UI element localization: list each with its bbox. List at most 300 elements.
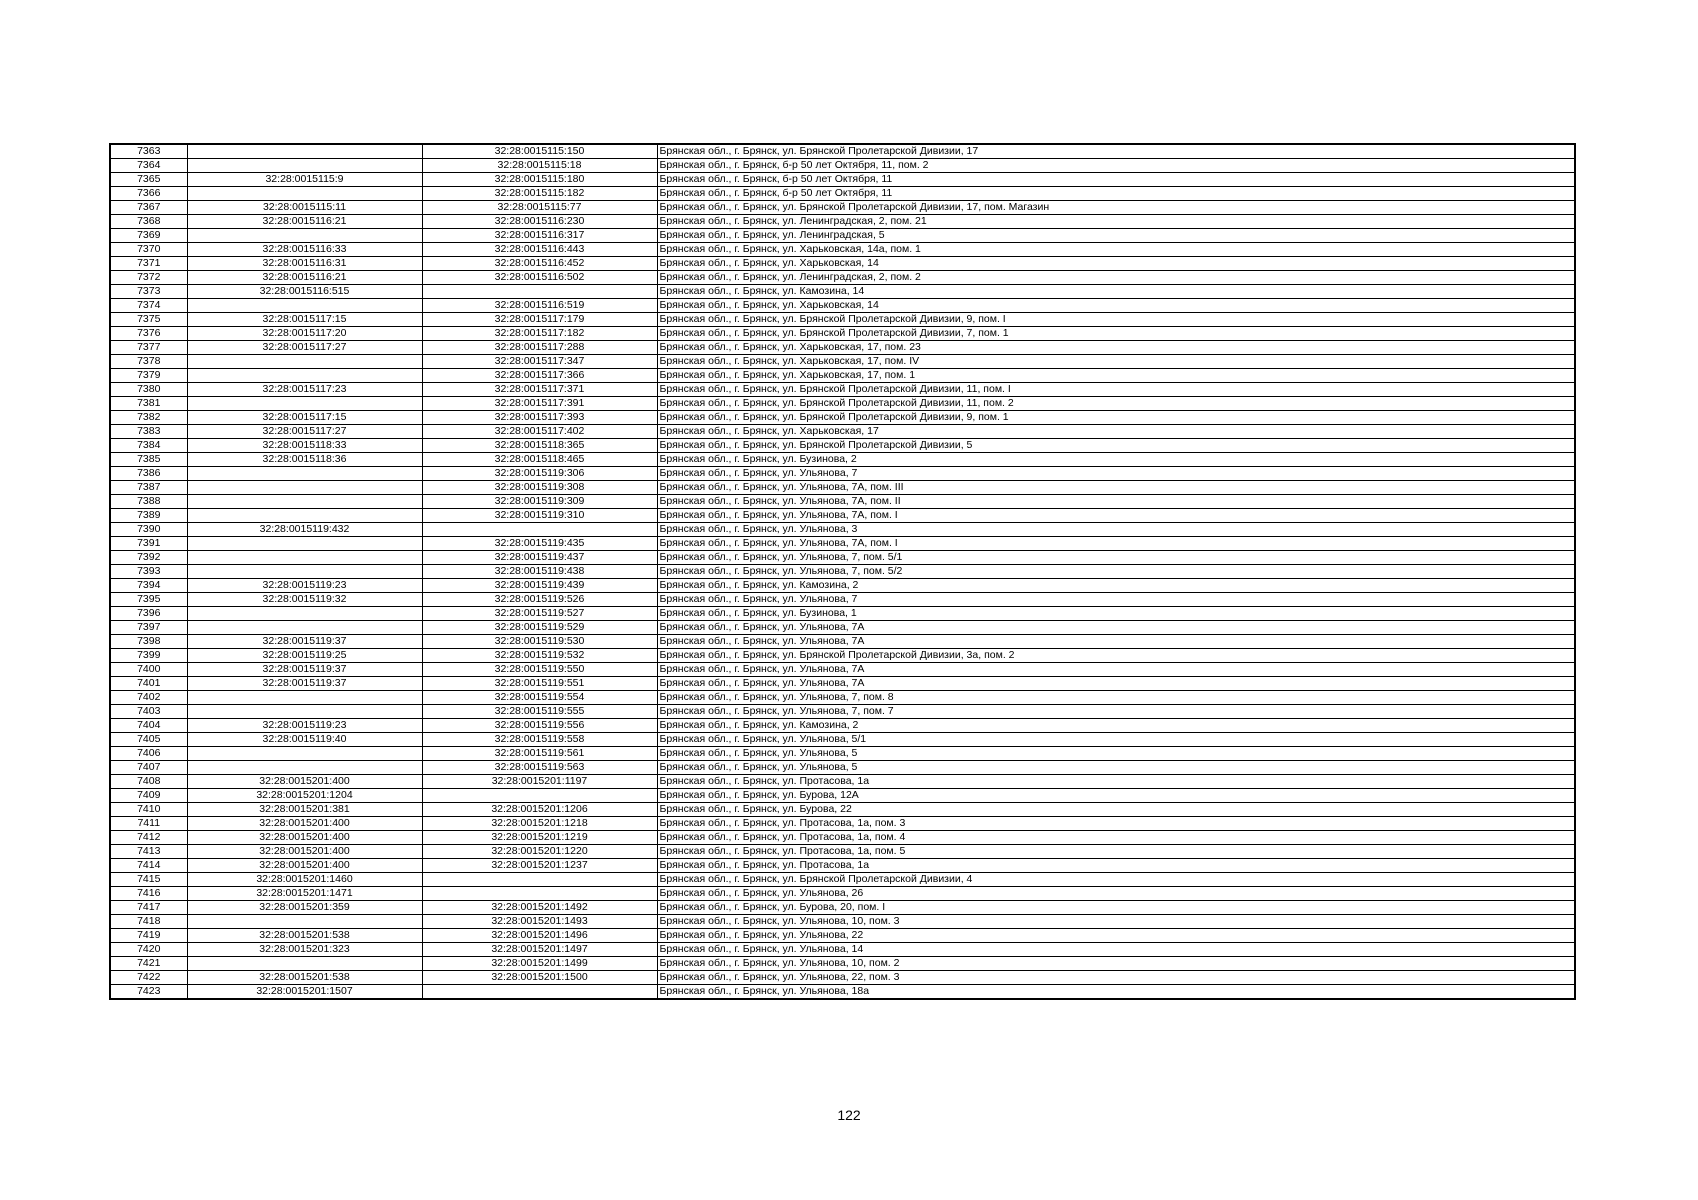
page-number: 122 (837, 1107, 861, 1123)
object-number-cell: 32:28:0015119:558 (422, 733, 657, 747)
address-cell: Брянская обл., г. Брянск, ул. Ульянова, 3 (657, 523, 1575, 537)
parcel-number-cell (187, 144, 422, 159)
parcel-number-cell (187, 187, 422, 201)
object-number-cell (422, 887, 657, 901)
object-number-cell: 32:28:0015119:563 (422, 761, 657, 775)
row-number-cell: 7403 (110, 705, 187, 719)
parcel-number-cell (187, 467, 422, 481)
address-cell: Брянская обл., г. Брянск, ул. Ульянова, 22 (657, 929, 1575, 943)
address-cell: Брянская обл., г. Брянск, ул. Харьковская, 14а, пом. 1 (657, 243, 1575, 257)
parcel-number-cell: 32:28:0015201:400 (187, 845, 422, 859)
table-row (110, 775, 1575, 789)
parcel-number-cell: 32:28:0015115:11 (187, 201, 422, 215)
object-number-cell: 32:28:0015119:551 (422, 677, 657, 691)
parcel-number-cell: 32:28:0015201:1507 (187, 985, 422, 1000)
object-number-cell: 32:28:0015119:306 (422, 467, 657, 481)
row-number-cell: 7381 (110, 397, 187, 411)
object-number-cell: 32:28:0015116:230 (422, 215, 657, 229)
row-number-cell: 7399 (110, 649, 187, 663)
table-row (110, 565, 1575, 579)
object-number-cell: 32:28:0015118:365 (422, 439, 657, 453)
row-number-cell: 7370 (110, 243, 187, 257)
table-row (110, 467, 1575, 481)
object-number-cell: 32:28:0015119:309 (422, 495, 657, 509)
row-number-cell: 7379 (110, 369, 187, 383)
row-number-cell: 7376 (110, 327, 187, 341)
object-number-cell: 32:28:0015201:1218 (422, 817, 657, 831)
address-cell: Брянская обл., г. Брянск, б-р 50 лет Октября, 11 (657, 187, 1575, 201)
table-row (110, 831, 1575, 845)
row-number-cell: 7410 (110, 803, 187, 817)
row-number-cell: 7402 (110, 691, 187, 705)
table-row (110, 649, 1575, 663)
parcel-number-cell: 32:28:0015116:31 (187, 257, 422, 271)
row-number-cell: 7386 (110, 467, 187, 481)
row-number-cell: 7400 (110, 663, 187, 677)
object-number-cell: 32:28:0015119:550 (422, 663, 657, 677)
address-cell: Брянская обл., г. Брянск, ул. Бузинова, 1 (657, 607, 1575, 621)
table-row (110, 187, 1575, 201)
row-number-cell: 7416 (110, 887, 187, 901)
address-cell: Брянская обл., г. Брянск, ул. Брянской Пролетарской Дивизии, 9, пом. 1 (657, 411, 1575, 425)
row-number-cell: 7372 (110, 271, 187, 285)
table-row (110, 803, 1575, 817)
parcel-number-cell: 32:28:0015117:15 (187, 411, 422, 425)
parcel-number-cell (187, 537, 422, 551)
parcel-number-cell: 32:28:0015119:37 (187, 663, 422, 677)
table-row (110, 509, 1575, 523)
parcel-number-cell: 32:28:0015117:27 (187, 341, 422, 355)
address-cell: Брянская обл., г. Брянск, ул. Харьковская, 14 (657, 257, 1575, 271)
object-number-cell: 32:28:0015115:150 (422, 144, 657, 159)
row-number-cell: 7394 (110, 579, 187, 593)
object-number-cell: 32:28:0015116:443 (422, 243, 657, 257)
table-row (110, 173, 1575, 187)
row-number-cell: 7364 (110, 159, 187, 173)
parcel-number-cell (187, 495, 422, 509)
address-cell: Брянская обл., г. Брянск, ул. Ленинградская, 2, пом. 2 (657, 271, 1575, 285)
table-row (110, 733, 1575, 747)
parcel-number-cell: 32:28:0015201:381 (187, 803, 422, 817)
parcel-number-cell: 32:28:0015201:400 (187, 775, 422, 789)
address-cell: Брянская обл., г. Брянск, ул. Харьковская, 17, пом. 1 (657, 369, 1575, 383)
table-row (110, 985, 1575, 1000)
object-number-cell: 32:28:0015119:532 (422, 649, 657, 663)
object-number-cell: 32:28:0015201:1206 (422, 803, 657, 817)
table-row (110, 747, 1575, 761)
table-row (110, 257, 1575, 271)
table-row (110, 971, 1575, 985)
object-number-cell: 32:28:0015201:1496 (422, 929, 657, 943)
address-cell: Брянская обл., г. Брянск, ул. Брянской Пролетарской Дивизии, 17, пом. Магазин (657, 201, 1575, 215)
parcel-number-cell: 32:28:0015119:32 (187, 593, 422, 607)
address-cell: Брянская обл., г. Брянск, ул. Ульянова, 7А, пом. I (657, 509, 1575, 523)
row-number-cell: 7411 (110, 817, 187, 831)
row-number-cell: 7401 (110, 677, 187, 691)
table-row (110, 271, 1575, 285)
table-row (110, 551, 1575, 565)
table-row (110, 873, 1575, 887)
row-number-cell: 7363 (110, 144, 187, 159)
object-number-cell: 32:28:0015117:347 (422, 355, 657, 369)
address-cell: Брянская обл., г. Брянск, ул. Ульянова, 18а (657, 985, 1575, 1000)
parcel-number-cell: 32:28:0015119:37 (187, 677, 422, 691)
parcel-number-cell (187, 159, 422, 173)
row-number-cell: 7408 (110, 775, 187, 789)
row-number-cell: 7395 (110, 593, 187, 607)
table-row (110, 313, 1575, 327)
address-cell: Брянская обл., г. Брянск, ул. Ульянова, 5/1 (657, 733, 1575, 747)
object-number-cell: 32:28:0015117:402 (422, 425, 657, 439)
parcel-number-cell (187, 509, 422, 523)
table-row (110, 355, 1575, 369)
object-number-cell: 32:28:0015201:1220 (422, 845, 657, 859)
table-row (110, 327, 1575, 341)
parcel-number-cell: 32:28:0015119:40 (187, 733, 422, 747)
object-number-cell: 32:28:0015116:519 (422, 299, 657, 313)
object-number-cell: 32:28:0015117:391 (422, 397, 657, 411)
parcel-number-cell (187, 551, 422, 565)
address-cell: Брянская обл., г. Брянск, ул. Ульянова, 7А (657, 635, 1575, 649)
object-number-cell: 32:28:0015201:1237 (422, 859, 657, 873)
object-number-cell: 32:28:0015119:556 (422, 719, 657, 733)
parcel-number-cell (187, 621, 422, 635)
object-number-cell: 32:28:0015119:526 (422, 593, 657, 607)
address-cell: Брянская обл., г. Брянск, ул. Протасова, 1а (657, 859, 1575, 873)
row-number-cell: 7413 (110, 845, 187, 859)
row-number-cell: 7390 (110, 523, 187, 537)
address-cell: Брянская обл., г. Брянск, ул. Ульянова, 7 (657, 467, 1575, 481)
row-number-cell: 7369 (110, 229, 187, 243)
object-number-cell: 32:28:0015116:502 (422, 271, 657, 285)
row-number-cell: 7378 (110, 355, 187, 369)
object-number-cell: 32:28:0015119:527 (422, 607, 657, 621)
parcel-number-cell: 32:28:0015201:359 (187, 901, 422, 915)
parcel-number-cell: 32:28:0015201:538 (187, 971, 422, 985)
table-row (110, 663, 1575, 677)
parcel-number-cell (187, 761, 422, 775)
parcel-number-cell: 32:28:0015201:323 (187, 943, 422, 957)
address-cell: Брянская обл., г. Брянск, ул. Ульянова, 22, пом. 3 (657, 971, 1575, 985)
parcel-number-cell (187, 229, 422, 243)
parcel-number-cell (187, 705, 422, 719)
address-cell: Брянская обл., г. Брянск, ул. Бурова, 12А (657, 789, 1575, 803)
row-number-cell: 7420 (110, 943, 187, 957)
row-number-cell: 7368 (110, 215, 187, 229)
address-cell: Брянская обл., г. Брянск, ул. Брянской Пролетарской Дивизии, 9, пом. I (657, 313, 1575, 327)
parcel-number-cell: 32:28:0015117:23 (187, 383, 422, 397)
row-number-cell: 7389 (110, 509, 187, 523)
row-number-cell: 7393 (110, 565, 187, 579)
address-cell: Брянская обл., г. Брянск, ул. Ульянова, 7А, пом. III (657, 481, 1575, 495)
row-number-cell: 7385 (110, 453, 187, 467)
object-number-cell: 32:28:0015117:371 (422, 383, 657, 397)
address-cell: Брянская обл., г. Брянск, ул. Харьковская, 14 (657, 299, 1575, 313)
parcel-number-cell: 32:28:0015201:400 (187, 859, 422, 873)
row-number-cell: 7406 (110, 747, 187, 761)
table-body (110, 144, 1575, 999)
table-row (110, 383, 1575, 397)
parcel-number-cell: 32:28:0015119:37 (187, 635, 422, 649)
object-number-cell: 32:28:0015119:437 (422, 551, 657, 565)
table-row (110, 229, 1575, 243)
parcel-number-cell (187, 607, 422, 621)
parcel-number-cell: 32:28:0015116:33 (187, 243, 422, 257)
table-row (110, 523, 1575, 537)
address-cell: Брянская обл., г. Брянск, ул. Брянской Пролетарской Дивизии, 5 (657, 439, 1575, 453)
address-cell: Брянская обл., г. Брянск, ул. Ульянова, 10, пом. 2 (657, 957, 1575, 971)
parcel-number-cell (187, 397, 422, 411)
table-row (110, 691, 1575, 705)
address-cell: Брянская обл., г. Брянск, ул. Ленинградская, 5 (657, 229, 1575, 243)
object-number-cell: 32:28:0015119:439 (422, 579, 657, 593)
row-number-cell: 7387 (110, 481, 187, 495)
table-row (110, 789, 1575, 803)
address-cell: Брянская обл., г. Брянск, ул. Ульянова, 7 (657, 593, 1575, 607)
row-number-cell: 7365 (110, 173, 187, 187)
address-cell: Брянская обл., г. Брянск, ул. Бузинова, 2 (657, 453, 1575, 467)
parcel-number-cell: 32:28:0015119:432 (187, 523, 422, 537)
row-number-cell: 7396 (110, 607, 187, 621)
object-number-cell: 32:28:0015119:555 (422, 705, 657, 719)
address-cell: Брянская обл., г. Брянск, ул. Ульянова, 7А, пом. II (657, 495, 1575, 509)
parcel-number-cell: 32:28:0015117:27 (187, 425, 422, 439)
parcel-number-cell: 32:28:0015119:23 (187, 719, 422, 733)
parcel-number-cell (187, 565, 422, 579)
row-number-cell: 7367 (110, 201, 187, 215)
parcel-number-cell: 32:28:0015116:21 (187, 271, 422, 285)
object-number-cell: 32:28:0015201:1197 (422, 775, 657, 789)
parcel-number-cell: 32:28:0015118:36 (187, 453, 422, 467)
parcel-number-cell (187, 915, 422, 929)
row-number-cell: 7414 (110, 859, 187, 873)
parcel-number-cell: 32:28:0015201:1460 (187, 873, 422, 887)
table-row (110, 761, 1575, 775)
row-number-cell: 7375 (110, 313, 187, 327)
address-cell: Брянская обл., г. Брянск, ул. Ульянова, 7, пом. 7 (657, 705, 1575, 719)
object-number-cell: 32:28:0015117:182 (422, 327, 657, 341)
object-number-cell: 32:28:0015117:179 (422, 313, 657, 327)
parcel-number-cell: 32:28:0015201:1204 (187, 789, 422, 803)
table-row (110, 369, 1575, 383)
row-number-cell: 7388 (110, 495, 187, 509)
row-number-cell: 7415 (110, 873, 187, 887)
address-cell: Брянская обл., г. Брянск, ул. Ульянова, 7А, пом. I (657, 537, 1575, 551)
address-cell: Брянская обл., г. Брянск, ул. Брянской Пролетарской Дивизии, 3а, пом. 2 (657, 649, 1575, 663)
address-cell: Брянская обл., г. Брянск, ул. Ульянова, 7, пом. 5/1 (657, 551, 1575, 565)
parcel-number-cell: 32:28:0015201:1471 (187, 887, 422, 901)
parcel-number-cell (187, 369, 422, 383)
address-cell: Брянская обл., г. Брянск, ул. Харьковская, 17, пом. IV (657, 355, 1575, 369)
parcel-number-cell (187, 691, 422, 705)
row-number-cell: 7380 (110, 383, 187, 397)
table-row (110, 929, 1575, 943)
address-cell: Брянская обл., г. Брянск, ул. Протасова, 1а, пом. 5 (657, 845, 1575, 859)
table-row (110, 397, 1575, 411)
table-row (110, 943, 1575, 957)
table-row (110, 411, 1575, 425)
table-row (110, 159, 1575, 173)
object-number-cell: 32:28:0015115:182 (422, 187, 657, 201)
object-number-cell: 32:28:0015201:1497 (422, 943, 657, 957)
object-number-cell: 32:28:0015119:435 (422, 537, 657, 551)
parcel-number-cell (187, 747, 422, 761)
address-cell: Брянская обл., г. Брянск, ул. Ульянова, 7, пом. 8 (657, 691, 1575, 705)
address-cell: Брянская обл., г. Брянск, ул. Брянской Пролетарской Дивизии, 7, пом. 1 (657, 327, 1575, 341)
parcel-number-cell: 32:28:0015119:25 (187, 649, 422, 663)
address-cell: Брянская обл., г. Брянск, ул. Ульянова, 7А (657, 621, 1575, 635)
table-row (110, 845, 1575, 859)
object-number-cell: 32:28:0015119:530 (422, 635, 657, 649)
address-cell: Брянская обл., г. Брянск, ул. Протасова, 1а, пом. 4 (657, 831, 1575, 845)
address-cell: Брянская обл., г. Брянск, б-р 50 лет Октября, 11, пом. 2 (657, 159, 1575, 173)
address-cell: Брянская обл., г. Брянск, ул. Брянской Пролетарской Дивизии, 4 (657, 873, 1575, 887)
address-cell: Брянская обл., г. Брянск, ул. Протасова, 1а (657, 775, 1575, 789)
table-row (110, 144, 1575, 159)
object-number-cell (422, 523, 657, 537)
address-cell: Брянская обл., г. Брянск, ул. Ульянова, 7А (657, 677, 1575, 691)
table-row (110, 453, 1575, 467)
object-number-cell: 32:28:0015116:317 (422, 229, 657, 243)
row-number-cell: 7407 (110, 761, 187, 775)
table-row (110, 915, 1575, 929)
parcel-number-cell: 32:28:0015117:15 (187, 313, 422, 327)
row-number-cell: 7417 (110, 901, 187, 915)
object-number-cell (422, 985, 657, 1000)
object-number-cell: 32:28:0015119:438 (422, 565, 657, 579)
object-number-cell: 32:28:0015115:77 (422, 201, 657, 215)
table-row (110, 299, 1575, 313)
table-row (110, 579, 1575, 593)
parcel-number-cell: 32:28:0015119:23 (187, 579, 422, 593)
parcel-number-cell (187, 481, 422, 495)
table-row (110, 887, 1575, 901)
row-number-cell: 7392 (110, 551, 187, 565)
parcel-number-cell (187, 957, 422, 971)
address-cell: Брянская обл., г. Брянск, ул. Протасова, 1а, пом. 3 (657, 817, 1575, 831)
table-row (110, 243, 1575, 257)
address-cell: Брянская обл., г. Брянск, ул. Харьковская, 17 (657, 425, 1575, 439)
table-row (110, 425, 1575, 439)
object-number-cell (422, 789, 657, 803)
row-number-cell: 7391 (110, 537, 187, 551)
address-cell: Брянская обл., г. Брянск, ул. Брянской Пролетарской Дивизии, 11, пом. 2 (657, 397, 1575, 411)
address-cell: Брянская обл., г. Брянск, ул. Брянской Пролетарской Дивизии, 17 (657, 144, 1575, 159)
parcel-number-cell: 32:28:0015117:20 (187, 327, 422, 341)
address-cell: Брянская обл., г. Брянск, ул. Ульянова, 5 (657, 761, 1575, 775)
object-number-cell: 32:28:0015115:180 (422, 173, 657, 187)
parcel-number-cell: 32:28:0015115:9 (187, 173, 422, 187)
table-row (110, 285, 1575, 299)
table-row (110, 677, 1575, 691)
row-number-cell: 7374 (110, 299, 187, 313)
row-number-cell: 7423 (110, 985, 187, 1000)
object-number-cell: 32:28:0015115:18 (422, 159, 657, 173)
address-cell: Брянская обл., г. Брянск, ул. Ульянова, 7, пом. 5/2 (657, 565, 1575, 579)
row-number-cell: 7421 (110, 957, 187, 971)
address-cell: Брянская обл., г. Брянск, ул. Бурова, 20, пом. I (657, 901, 1575, 915)
address-cell: Брянская обл., г. Брянск, ул. Брянской Пролетарской Дивизии, 11, пом. I (657, 383, 1575, 397)
address-cell: Брянская обл., г. Брянск, ул. Ульянова, 10, пом. 3 (657, 915, 1575, 929)
object-number-cell: 32:28:0015201:1499 (422, 957, 657, 971)
row-number-cell: 7422 (110, 971, 187, 985)
parcel-number-cell: 32:28:0015201:400 (187, 817, 422, 831)
object-number-cell: 32:28:0015119:529 (422, 621, 657, 635)
table-row (110, 901, 1575, 915)
parcel-number-cell (187, 299, 422, 313)
row-number-cell: 7418 (110, 915, 187, 929)
parcel-number-cell: 32:28:0015201:538 (187, 929, 422, 943)
row-number-cell: 7383 (110, 425, 187, 439)
object-number-cell: 32:28:0015119:554 (422, 691, 657, 705)
row-number-cell: 7409 (110, 789, 187, 803)
row-number-cell: 7373 (110, 285, 187, 299)
row-number-cell: 7398 (110, 635, 187, 649)
row-number-cell: 7377 (110, 341, 187, 355)
object-number-cell: 32:28:0015119:561 (422, 747, 657, 761)
object-number-cell: 32:28:0015119:308 (422, 481, 657, 495)
row-number-cell: 7397 (110, 621, 187, 635)
address-cell: Брянская обл., г. Брянск, ул. Ульянова, 14 (657, 943, 1575, 957)
table-row (110, 439, 1575, 453)
table-row (110, 607, 1575, 621)
address-cell: Брянская обл., г. Брянск, ул. Ленинградская, 2, пом. 21 (657, 215, 1575, 229)
object-number-cell: 32:28:0015117:393 (422, 411, 657, 425)
table-row (110, 859, 1575, 873)
address-cell: Брянская обл., г. Брянск, ул. Камозина, 2 (657, 579, 1575, 593)
object-number-cell: 32:28:0015117:366 (422, 369, 657, 383)
row-number-cell: 7384 (110, 439, 187, 453)
table-row (110, 341, 1575, 355)
table-row (110, 957, 1575, 971)
address-cell: Брянская обл., г. Брянск, ул. Ульянова, 26 (657, 887, 1575, 901)
address-cell: Брянская обл., г. Брянск, ул. Ульянова, 5 (657, 747, 1575, 761)
row-number-cell: 7419 (110, 929, 187, 943)
address-cell: Брянская обл., г. Брянск, ул. Камозина, 2 (657, 719, 1575, 733)
address-cell: Брянская обл., г. Брянск, ул. Бурова, 22 (657, 803, 1575, 817)
table-row (110, 705, 1575, 719)
table-row (110, 481, 1575, 495)
table-row (110, 537, 1575, 551)
row-number-cell: 7371 (110, 257, 187, 271)
address-cell: Брянская обл., г. Брянск, ул. Ульянова, 7А (657, 663, 1575, 677)
row-number-cell: 7366 (110, 187, 187, 201)
address-cell: Брянская обл., г. Брянск, б-р 50 лет Октября, 11 (657, 173, 1575, 187)
address-cell: Брянская обл., г. Брянск, ул. Харьковская, 17, пом. 23 (657, 341, 1575, 355)
row-number-cell: 7404 (110, 719, 187, 733)
object-number-cell: 32:28:0015201:1492 (422, 901, 657, 915)
object-number-cell: 32:28:0015119:310 (422, 509, 657, 523)
object-number-cell (422, 285, 657, 299)
parcel-number-cell: 32:28:0015116:21 (187, 215, 422, 229)
object-number-cell: 32:28:0015201:1219 (422, 831, 657, 845)
table-row (110, 719, 1575, 733)
parcel-number-cell: 32:28:0015116:515 (187, 285, 422, 299)
registry-table (109, 143, 1576, 1000)
address-cell: Брянская обл., г. Брянск, ул. Камозина, 14 (657, 285, 1575, 299)
parcel-number-cell: 32:28:0015118:33 (187, 439, 422, 453)
table-row (110, 593, 1575, 607)
parcel-number-cell (187, 355, 422, 369)
row-number-cell: 7412 (110, 831, 187, 845)
object-number-cell: 32:28:0015117:288 (422, 341, 657, 355)
table-row (110, 621, 1575, 635)
table-row (110, 215, 1575, 229)
table-row (110, 817, 1575, 831)
parcel-number-cell: 32:28:0015201:400 (187, 831, 422, 845)
row-number-cell: 7405 (110, 733, 187, 747)
object-number-cell: 32:28:0015201:1493 (422, 915, 657, 929)
